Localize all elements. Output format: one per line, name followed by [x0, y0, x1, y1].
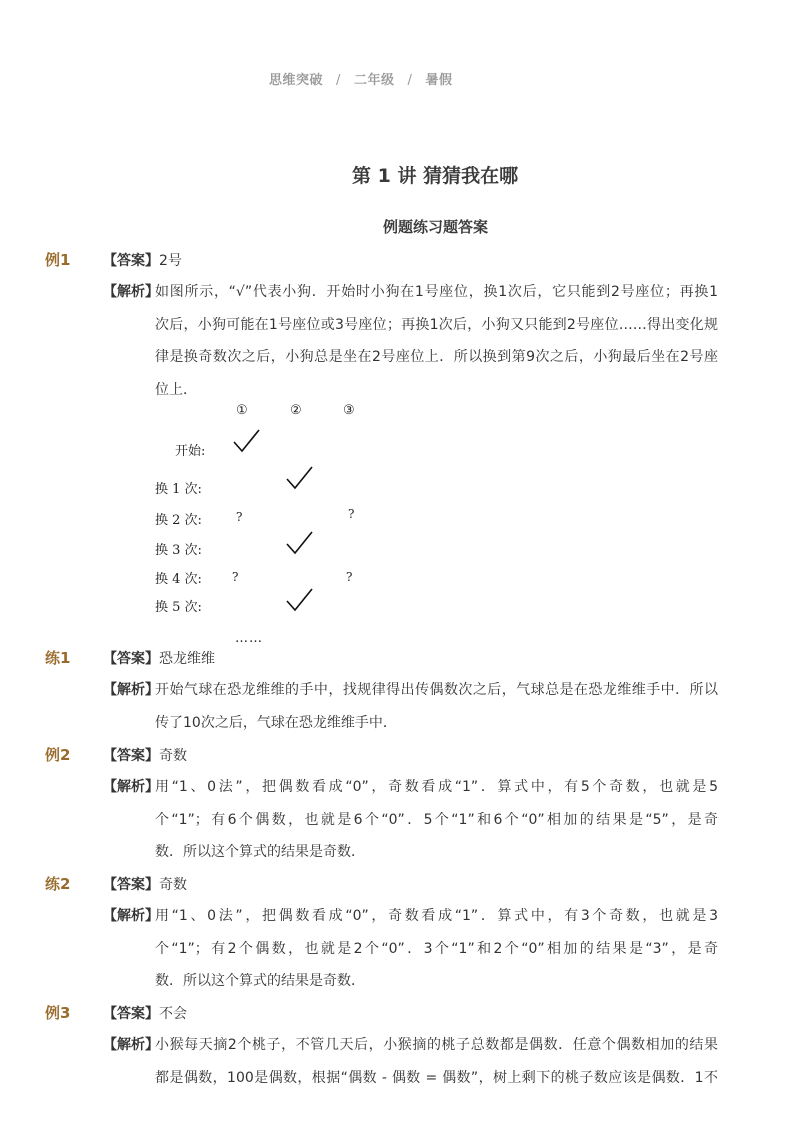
- question-mark: ?: [232, 570, 239, 584]
- analysis-line: 小猴每天摘2个桃子，不管几天后，小猴摘的桃子总数都是偶数．任意个偶数相加的结果: [155, 1037, 718, 1053]
- section-label: 例3: [45, 1004, 71, 1022]
- answer-text: 2号: [159, 253, 182, 269]
- row-label-swap-3: 换 3 次:: [155, 543, 202, 558]
- header-separator: /: [407, 73, 413, 88]
- seat-header-3: ③: [343, 403, 355, 418]
- analysis-line: 数．所以这个算式的结果是奇数．: [155, 844, 365, 860]
- analysis-block: [103, 674, 718, 739]
- page-header: [269, 69, 452, 88]
- section-label: 例1: [45, 251, 71, 269]
- answer-text: 奇数: [159, 748, 187, 764]
- analysis-line: 数．所以这个算式的结果是奇数．: [155, 973, 365, 989]
- seat-header-2: ②: [290, 403, 302, 418]
- analysis-text: [155, 1029, 718, 1094]
- analysis-text: [155, 771, 718, 869]
- analysis-line: 位上．: [155, 381, 197, 398]
- check-mark-icon: [285, 587, 315, 613]
- analysis-tag: 【解析】: [103, 779, 159, 795]
- answer-text: 不会: [159, 1006, 187, 1022]
- answer-line: [103, 251, 182, 271]
- answer-tag: 【答案】: [103, 877, 159, 893]
- analysis-text: [155, 276, 718, 406]
- header-course: 思维突破: [269, 73, 324, 88]
- seat-change-diagram: [150, 398, 390, 648]
- analysis-text: [155, 900, 718, 998]
- question-mark: ?: [236, 510, 243, 524]
- analysis-block: [103, 771, 718, 869]
- analysis-line: 个“1”；有2个偶数，也就是2个“0”．3个“1”和2个“0”相加的结果是“3”，是奇: [155, 940, 718, 957]
- analysis-tag: 【解析】: [103, 1037, 159, 1053]
- analysis-line: 开始气球在恐龙维维的手中，找规律得出传偶数次之后，气球总是在恐龙维维手中．所以: [155, 682, 718, 698]
- answer-line: [103, 649, 215, 669]
- page-subtitle: 例题练习题答案: [383, 218, 489, 236]
- analysis-block: [103, 276, 718, 406]
- page-title: 第 1 讲 猜猜我在哪: [352, 165, 519, 187]
- header-grade: 二年级: [353, 73, 395, 88]
- answer-tag: 【答案】: [103, 1006, 159, 1022]
- row-label-swap-1: 换 1 次:: [155, 482, 202, 497]
- analysis-line: 用“1、0法”，把偶数看成“0”，奇数看成“1”．算式中，有3个奇数，也就是3: [155, 908, 718, 924]
- answer-tag: 【答案】: [103, 748, 159, 764]
- analysis-line: 次后，小狗可能在1号座位或3号座位；再换1次后，小狗又只能到2号座位……得出变化规: [155, 316, 718, 333]
- analysis-line: 个“1”；有6个偶数，也就是6个“0”．5个“1”和6个“0”相加的结果是“5”，是奇: [155, 811, 718, 828]
- analysis-tag: 【解析】: [103, 284, 159, 300]
- diagram-ellipsis: ……: [235, 631, 263, 646]
- answer-tag: 【答案】: [103, 651, 159, 667]
- section-label: 例2: [45, 746, 71, 764]
- row-label-swap-5: 换 5 次:: [155, 600, 202, 615]
- answer-text: 奇数: [159, 877, 187, 893]
- analysis-tag: 【解析】: [103, 682, 159, 698]
- question-mark: ?: [346, 570, 353, 584]
- analysis-line: 律是换奇数次之后，小狗总是坐在2号座位上．所以换到第9次之后，小狗最后坐在2号座: [155, 349, 718, 365]
- analysis-line: 用“1、0法”，把偶数看成“0”，奇数看成“1”．算式中，有5个奇数，也就是5: [155, 779, 718, 795]
- row-label-swap-2: 换 2 次:: [155, 513, 202, 528]
- answer-line: [103, 875, 187, 895]
- answer-line: [103, 1004, 187, 1024]
- analysis-block: [103, 900, 718, 998]
- answer-line: [103, 746, 187, 766]
- header-term: 暑假: [425, 73, 453, 88]
- seat-header-1: ①: [236, 403, 248, 418]
- analysis-line: 都是偶数，100是偶数，根据“偶数 - 偶数 = 偶数”，树上剩下的桃子数应该是偶数．1不: [155, 1069, 718, 1086]
- check-mark-icon: [285, 465, 315, 491]
- check-mark-icon: [232, 428, 262, 454]
- row-label-swap-4: 换 4 次:: [155, 572, 202, 587]
- check-mark-icon: [285, 530, 315, 556]
- section-label: 练1: [45, 649, 71, 667]
- answer-tag: 【答案】: [103, 253, 159, 269]
- analysis-block: [103, 1029, 718, 1094]
- row-label-start: 开始:: [175, 444, 206, 459]
- answer-text: 恐龙维维: [159, 651, 215, 667]
- analysis-text: [155, 674, 718, 739]
- analysis-tag: 【解析】: [103, 908, 159, 924]
- question-mark: ?: [348, 507, 355, 521]
- analysis-line: 传了10次之后，气球在恐龙维维手中．: [155, 714, 397, 731]
- analysis-line: 如图所示，“√”代表小狗．开始时小狗在1号座位，换1次后，它只能到2号座位；再换1: [155, 284, 718, 300]
- header-separator: /: [336, 73, 341, 88]
- section-label: 练2: [45, 875, 71, 893]
